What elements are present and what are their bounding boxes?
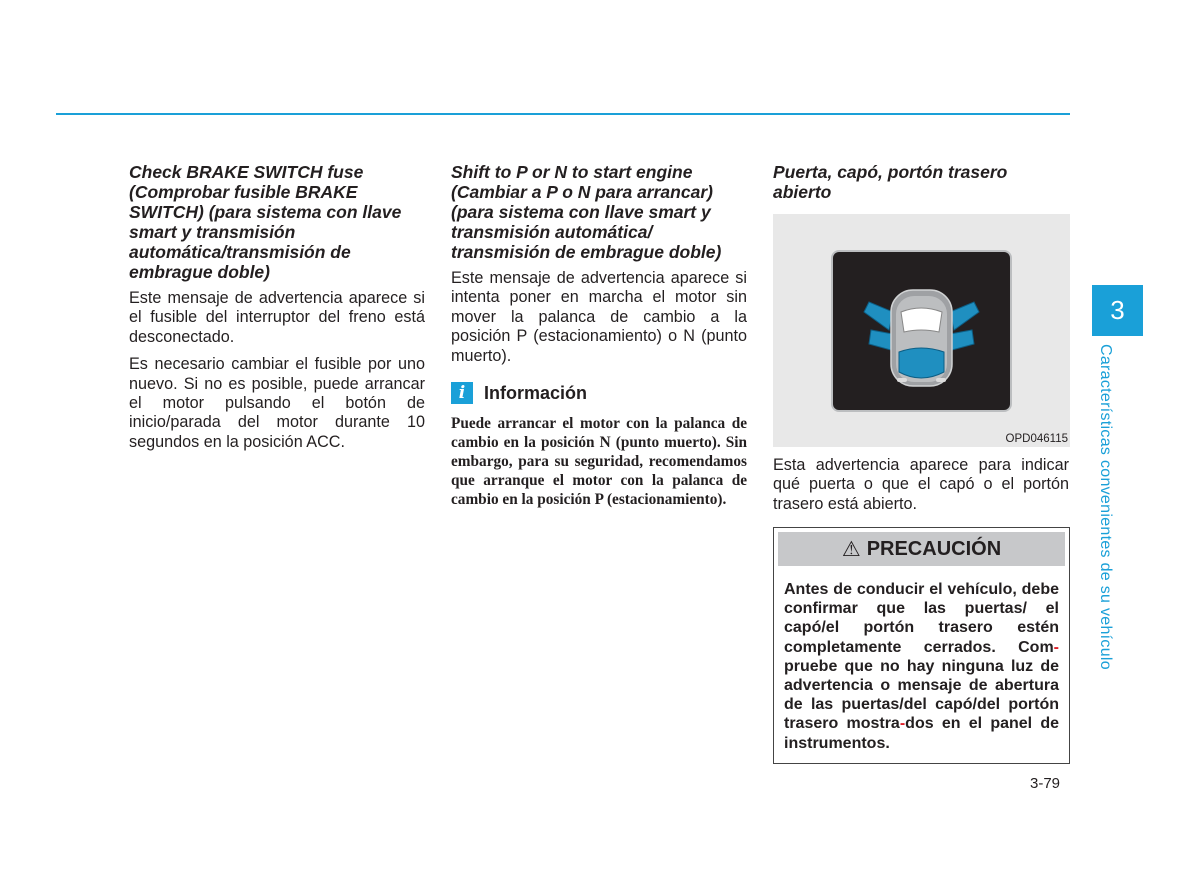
section-heading: Puerta, capó, portón trasero abierto <box>773 162 1008 202</box>
caution-body <box>774 570 1069 753</box>
section-heading: Check BRAKE SWITCH fuse (Comprobar fusible BRAKE SWITCH) (para sistema con llave smart y transmisión automática/transmisión de embrague doble) <box>129 162 402 282</box>
column-shift-p-n <box>451 162 747 510</box>
caution-text: dos en el panel de instrumentos. <box>784 715 1060 752</box>
door-open-figure <box>773 214 1070 447</box>
chapter-tab: 3 <box>1092 285 1143 336</box>
caution-hyphen: - <box>899 715 906 733</box>
info-header <box>451 382 747 404</box>
page-number: 3-79 <box>1030 775 1061 792</box>
paragraph: Esta advertencia aparece para indicar qué puerta o que el capó o el portón trasero está abierto. <box>773 456 1069 513</box>
paragraph: Este mensaje de advertencia aparece si el fusible del interruptor del freno está desconectado. <box>129 289 425 346</box>
info-body: Puede arrancar el motor con la palanca de cambio en la posición N (punto muerto). Sin embargo, para su seguridad, recomendamos que arranque el motor con la palanca de cambio en la posición P (estacionamiento). <box>451 415 747 509</box>
section-heading: Shift to P or N to start engine (Cambiar a P o N para arrancar) (para sistema con llave smart y transmisión automática/ transmisión de embrague doble) <box>451 162 722 262</box>
paragraph: Es necesario cambiar el fusible por uno nuevo. Si no es posible, puede arrancar el motor pulsando el botón de inicio/parada del motor durante 10 segundos en la posición ACC. <box>129 355 425 451</box>
info-title: Información <box>484 382 588 403</box>
caution-header <box>778 532 1065 566</box>
caution-box <box>773 527 1070 764</box>
paragraph: Este mensaje de advertencia aparece si intenta poner en marcha el motor sin mover la palanca de cambio a la posición P (estacionamiento) o N (punto muerto). <box>451 269 747 365</box>
car-doors-open-icon <box>833 252 1010 410</box>
warning-triangle-icon: ⚠ <box>841 537 861 561</box>
caution-title: PRECAUCIÓN <box>866 537 1002 560</box>
column-brake-switch <box>129 162 425 460</box>
cluster-display <box>831 250 1012 412</box>
header-rule <box>56 113 1070 115</box>
info-icon: i <box>451 382 473 404</box>
caution-text: pruebe que no hay ninguna luz de advertencia o mensaje de abertura de las puertas/del capó/del portón trasero mostra <box>784 657 1059 733</box>
figure-code: OPD046115 <box>1005 433 1068 445</box>
caution-hyphen: - <box>1053 638 1059 656</box>
chapter-side-title: Características convenientes de su vehículo <box>1097 344 1114 670</box>
caution-text: Antes de conducir el vehículo, debe confirmar que las puertas/ el capó/el portón trasero estén completamente cerrados. Com <box>784 581 1059 656</box>
